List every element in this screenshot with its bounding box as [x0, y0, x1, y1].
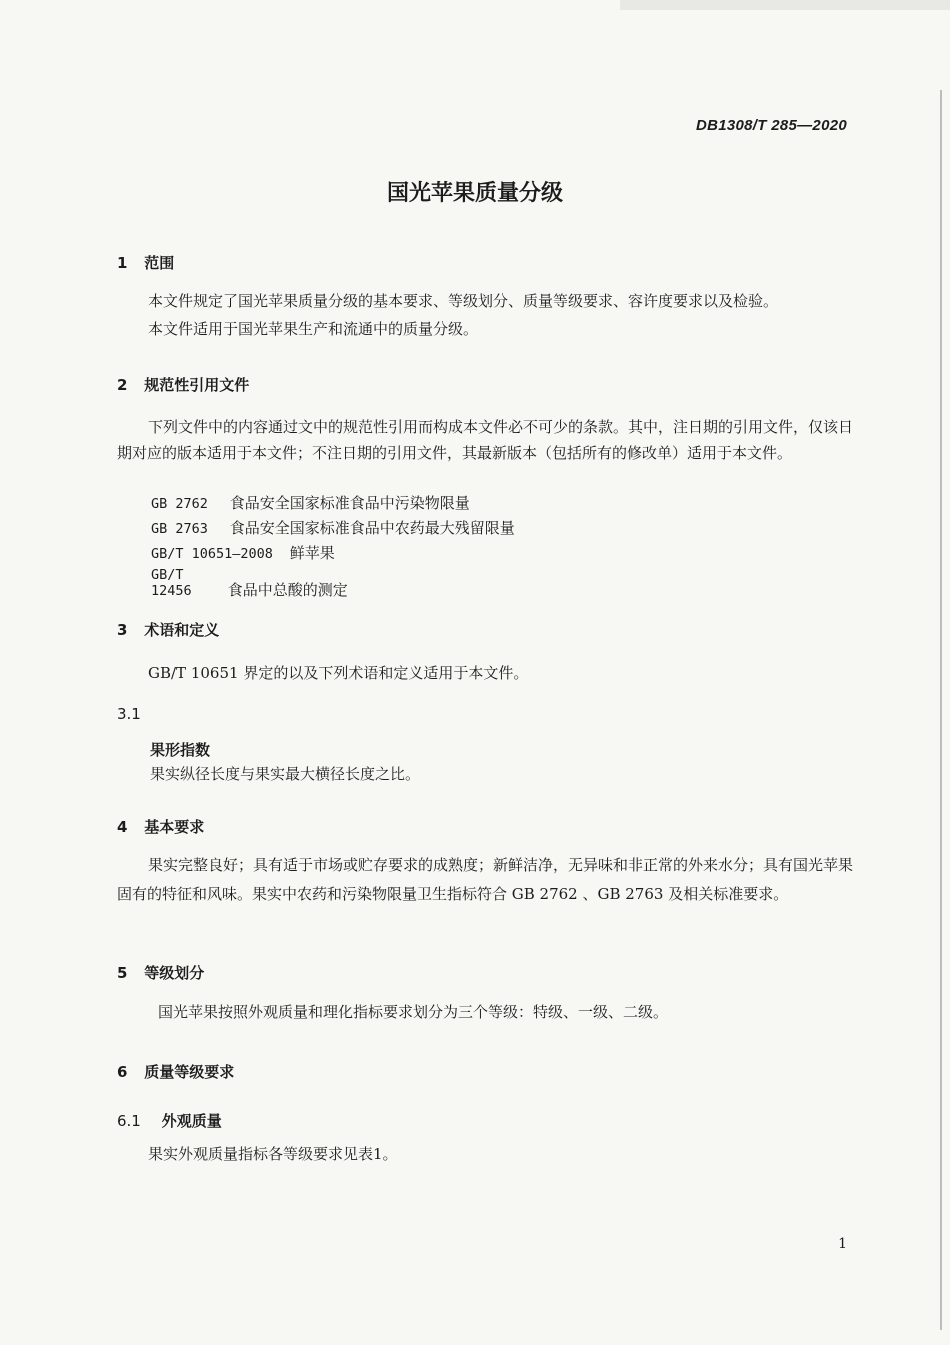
section-number: 2 — [117, 376, 128, 394]
section-number: 1 — [117, 254, 128, 272]
reference-code: GB 2762 — [151, 496, 208, 512]
section-title: 术语和定义 — [144, 621, 220, 639]
paragraph: GB/T 10651 界定的以及下列术语和定义适用于本文件。 — [148, 664, 529, 682]
page-number: 1 — [838, 1236, 847, 1252]
section-heading-3 — [117, 619, 219, 640]
reference-name: 食品安全国家标准食品中农药最大残留限量 — [229, 519, 515, 537]
section-number: 3 — [117, 621, 128, 639]
section-heading-5 — [117, 962, 204, 983]
reference-item — [151, 567, 348, 600]
reference-code: GB/T 12456 — [151, 567, 192, 599]
section-heading-6 — [117, 1061, 234, 1082]
reference-name: 食品安全国家标准食品中污染物限量 — [229, 494, 470, 512]
reference-name: 食品中总酸的测定 — [227, 581, 348, 599]
document-id: DB1308/T 285—2020 — [695, 117, 847, 134]
clause-number: 3.1 — [117, 705, 141, 723]
scan-edge-top — [620, 0, 950, 10]
paragraph: 本文件适用于国光苹果生产和流通中的质量分级。 — [148, 320, 479, 338]
section-number: 6 — [117, 1063, 128, 1081]
section-title: 等级划分 — [144, 964, 205, 982]
subsection-title: 外观质量 — [161, 1112, 222, 1130]
section-title: 规范性引用文件 — [144, 376, 250, 394]
term-name — [150, 739, 210, 760]
scan-edge-right — [940, 90, 942, 1330]
paragraph: 国光苹果按照外观质量和理化指标要求划分为三个等级：特级、一级、二级。 — [158, 1003, 669, 1021]
paragraph: 下列文件中的内容通过文中的规范性引用而构成本文件必不可少的条款。其中，注日期的引用文件，仅该日期对应的版本适用于本文件；不注日期的引用文件，其最新版本（包括所有的修改单）适用于本文件。 — [117, 418, 854, 462]
paragraph: 本文件规定了国光苹果质量分级的基本要求、等级划分、质量等级要求、容许度要求以及检验。 — [148, 292, 779, 310]
subsection-heading-6-1 — [117, 1110, 222, 1131]
reference-code: GB/T 10651—2008 — [151, 546, 273, 562]
section-heading-2 — [117, 374, 249, 395]
reference-item — [151, 542, 335, 563]
reference-item — [151, 492, 470, 513]
paragraph: 果实完整良好；具有适于市场或贮存要求的成熟度；新鲜洁净，无异味和非正常的外来水分；具有国光苹果固有的特征和风味。果实中农药和污染物限量卫生指标符合 GB 2762 、GB 2763 及相关标准要求。 — [117, 856, 854, 903]
section-title: 质量等级要求 — [144, 1063, 235, 1081]
section-title: 基本要求 — [144, 818, 205, 836]
section-heading-4 — [117, 816, 204, 837]
term-title: 果形指数 — [150, 741, 211, 759]
subsection-number: 6.1 — [117, 1112, 141, 1130]
section-heading-1 — [117, 252, 174, 273]
term-definition: 果实纵径长度与果实最大横径长度之比。 — [150, 765, 421, 783]
section-number: 5 — [117, 964, 128, 982]
section-title: 范围 — [144, 254, 175, 272]
reference-code: GB 2763 — [151, 521, 208, 537]
section-number: 4 — [117, 818, 128, 836]
paragraph: 果实外观质量指标各等级要求见表1。 — [148, 1145, 398, 1163]
reference-item — [151, 517, 515, 538]
reference-name: 鲜苹果 — [289, 544, 335, 562]
document-title: 国光苹果质量分级 — [386, 181, 563, 206]
